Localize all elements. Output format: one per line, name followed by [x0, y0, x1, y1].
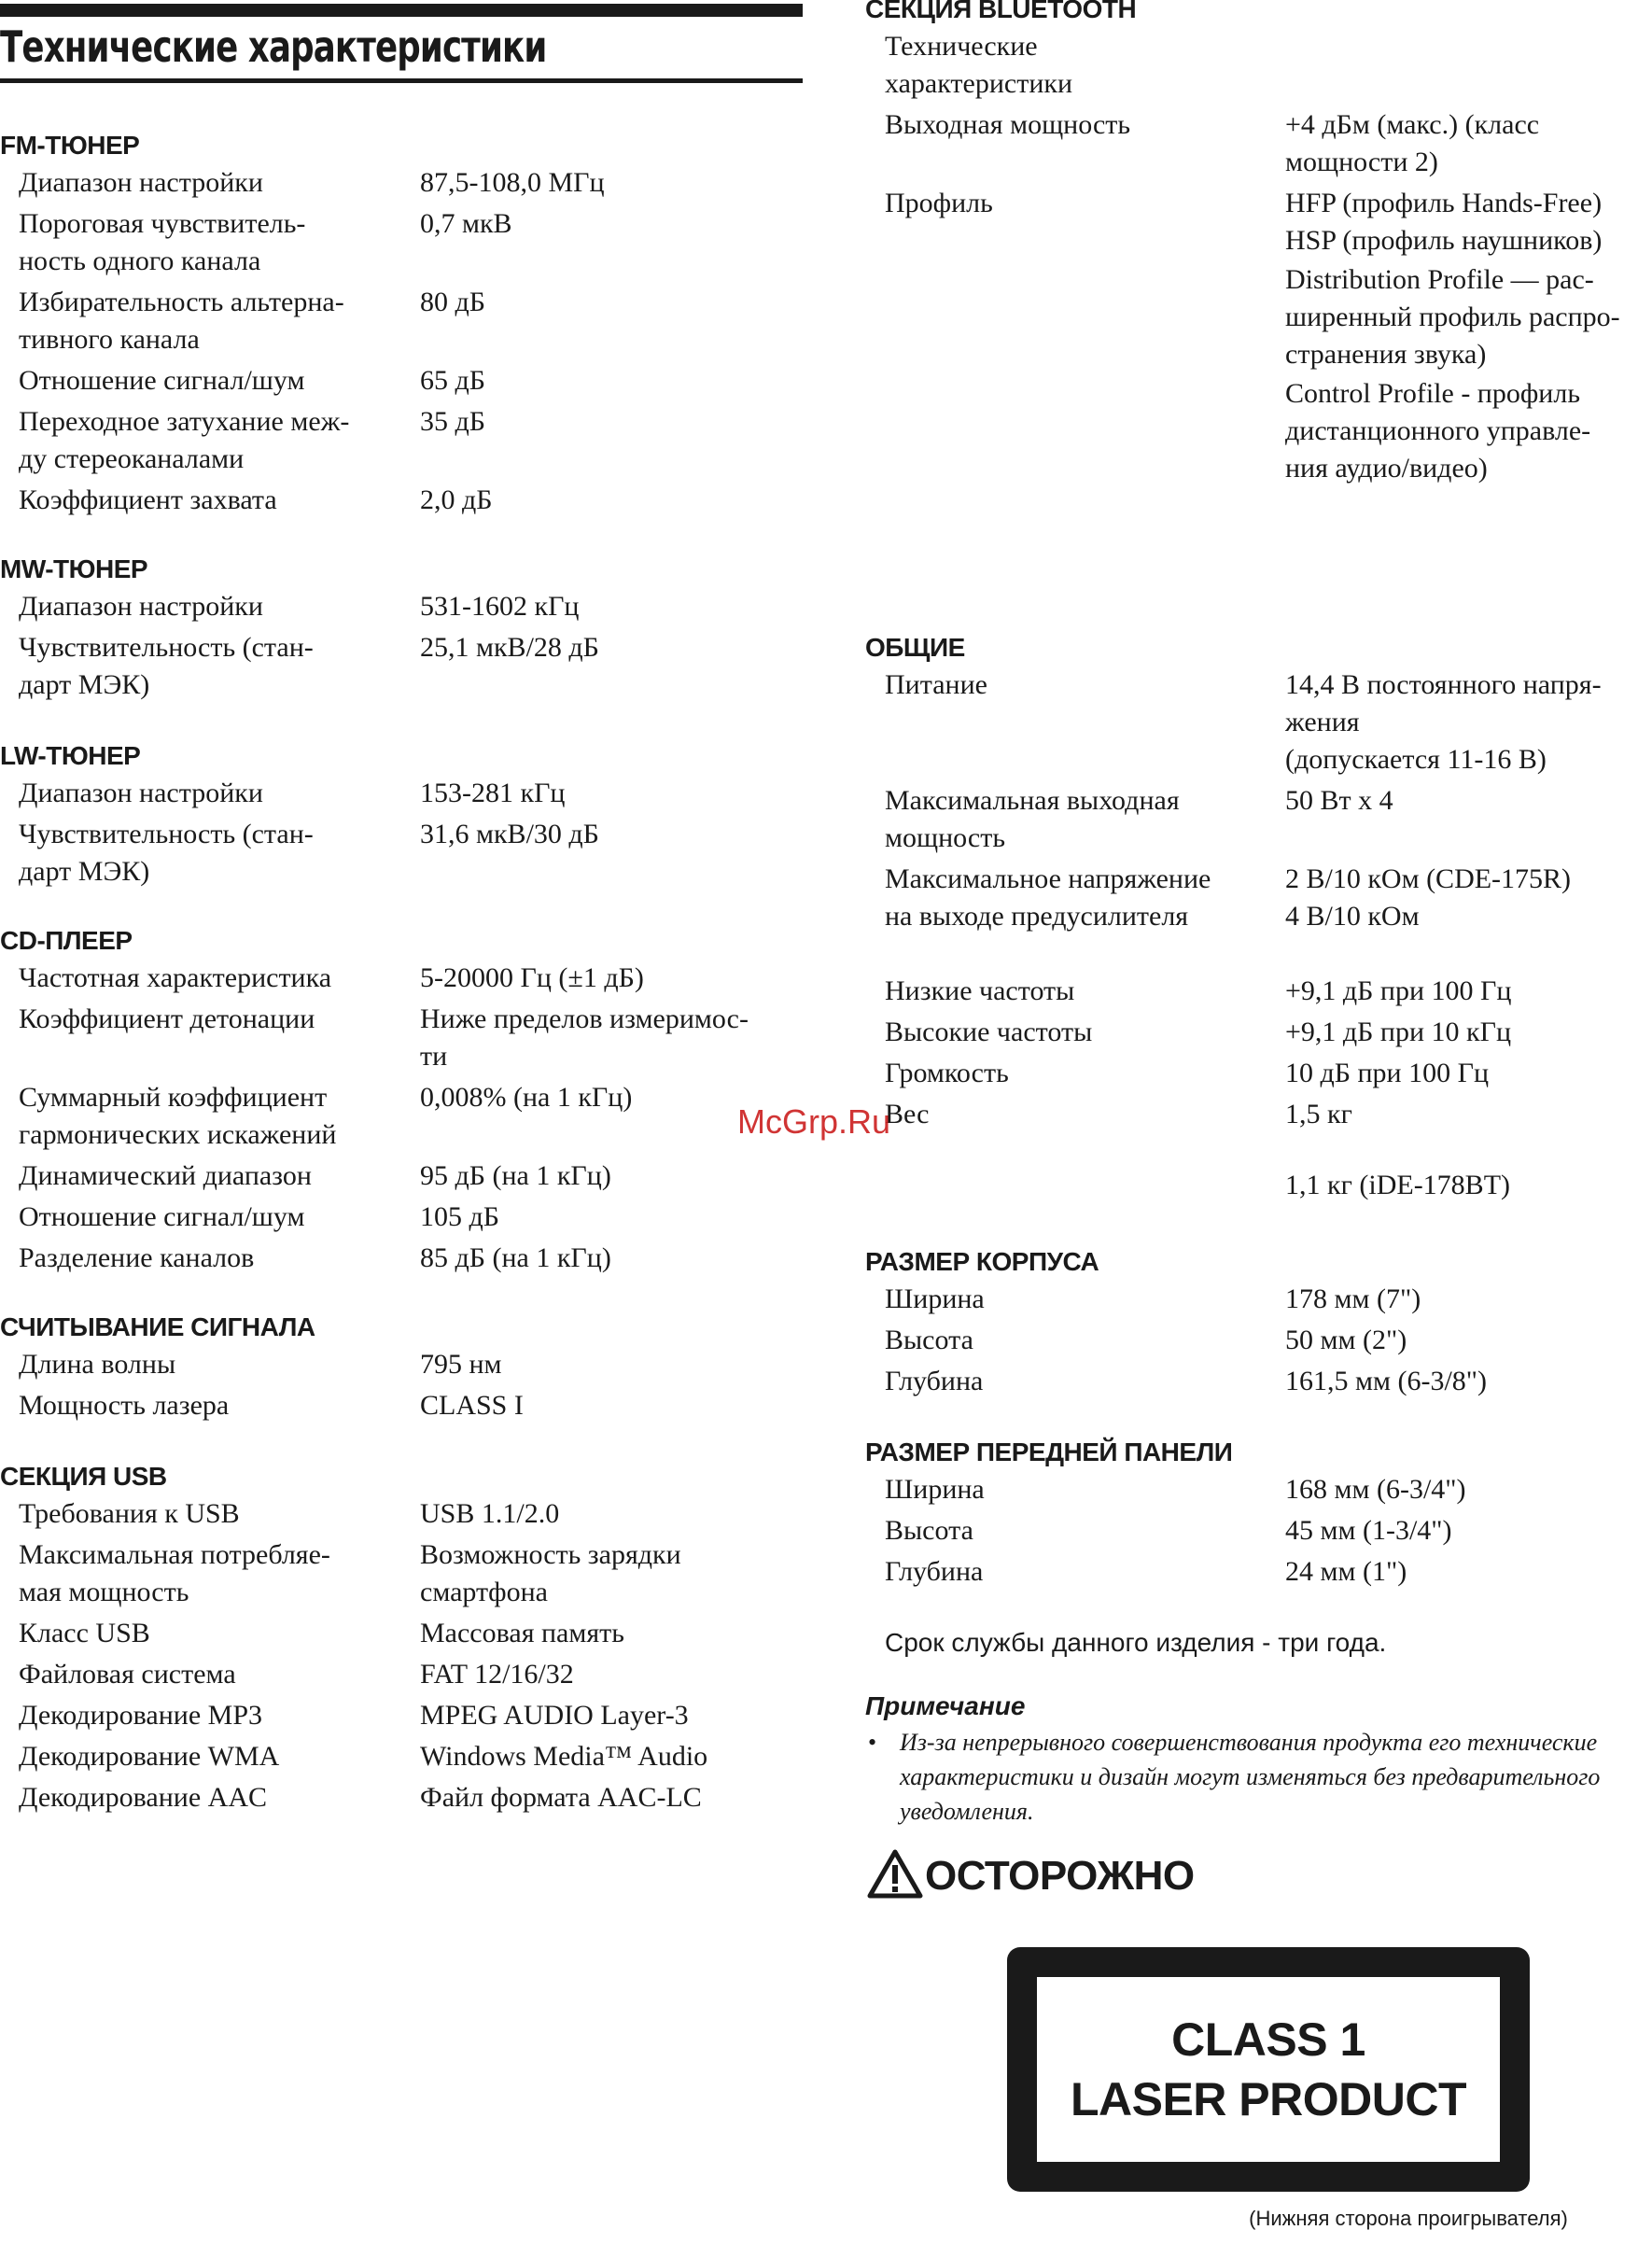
- section-title: СЕКЦИЯ USB: [0, 1462, 167, 1491]
- spec-row: [0, 816, 803, 891]
- spec-label: Чувствительность (стан- дарт МЭК): [19, 632, 314, 700]
- spec-label: [885, 1167, 1285, 1204]
- spec-label: Профиль: [885, 188, 993, 218]
- spec-value: 24 мм (1"): [1285, 1556, 1407, 1587]
- spec-value: +9,1 дБ при 100 Гц: [1285, 975, 1512, 1006]
- spec-value: 45 мм (1-3/4"): [1285, 1515, 1452, 1546]
- spec-row: [865, 185, 1652, 259]
- note-item: [865, 1725, 1652, 1829]
- spec-row: [0, 205, 803, 280]
- spec-row: [0, 164, 803, 202]
- spec-row: [865, 261, 1652, 373]
- spec-row: [0, 1656, 803, 1693]
- spec-value: Control Profile - профиль дистанционного управле- ния аудио/видео): [1285, 378, 1591, 484]
- spec-value: 5-20000 Гц (±1 дБ): [420, 962, 644, 993]
- spec-label: Выходная мощность: [885, 109, 1131, 140]
- spec-value: 1,5 кг: [1285, 1099, 1352, 1129]
- spec-value: HFP (профиль Hands-Free) HSP (профиль наушников): [1285, 188, 1603, 256]
- spec-value: 795 нм: [420, 1349, 502, 1380]
- spec-label: [885, 375, 1285, 487]
- laser-product-label: [1007, 1947, 1530, 2192]
- spec-value: MPEG AUDIO Layer-3: [420, 1700, 689, 1731]
- spec-value: 153-281 кГц: [420, 778, 566, 808]
- section-fm-tuner: [0, 127, 803, 523]
- spec-value: +4 дБм (макс.) (класс мощности 2): [1285, 109, 1540, 177]
- spec-label: [885, 261, 1285, 373]
- spec-row: [865, 1512, 1652, 1550]
- spec-label: Максимальное напряжение на выходе предусилителя: [885, 863, 1211, 932]
- spec-value: 87,5-108,0 МГц: [420, 167, 605, 198]
- spec-value: 65 дБ: [420, 365, 485, 396]
- spec-row: [865, 1281, 1652, 1318]
- section-signal-reading: [0, 1309, 803, 1428]
- spec-label: Коэффициент детонации: [19, 1003, 315, 1034]
- spec-label: Длина волны: [19, 1349, 176, 1380]
- section-title: СЕКЦИЯ BLUETOOTH: [865, 0, 1137, 23]
- spec-row: [0, 1240, 803, 1277]
- spec-label: Декодирование WMA: [19, 1741, 280, 1772]
- section-cd-player: [0, 922, 803, 1281]
- caution-word: ОСТОРОЖНО: [925, 1852, 1195, 1899]
- spec-value: Возможность зарядки смартфона: [420, 1539, 681, 1607]
- spec-row: [0, 1536, 803, 1611]
- spec-label: Высокие частоты: [885, 1017, 1093, 1047]
- spec-value: 2,0 дБ: [420, 484, 493, 515]
- spec-value: 50 мм (2"): [1285, 1325, 1407, 1355]
- spec-value: 14,4 В постоянного напря- жения (допускается 11-16 В): [1285, 669, 1602, 775]
- spec-row: [865, 28, 1652, 103]
- spec-row: [865, 1471, 1652, 1508]
- warning-triangle-icon: [867, 1848, 923, 1903]
- caution-heading: [867, 1848, 1195, 1903]
- section-lw-tuner: [0, 737, 803, 894]
- spec-row: [0, 403, 803, 478]
- spec-row: [0, 1346, 803, 1383]
- spec-row: [865, 1055, 1652, 1092]
- spec-row: [0, 1615, 803, 1652]
- spec-label: Файловая система: [19, 1659, 236, 1690]
- spec-label: Декодирование AAC: [19, 1782, 268, 1813]
- section-title: РАЗМЕР КОРПУСА: [865, 1247, 1099, 1276]
- note-title: Примечание: [865, 1691, 1026, 1720]
- spec-row: [0, 1387, 803, 1424]
- spec-value: FAT 12/16/32: [420, 1659, 574, 1690]
- spec-value: 31,6 мкВ/30 дБ: [420, 819, 599, 849]
- section-usb: [0, 1458, 803, 1820]
- spec-value: 161,5 мм (6-3/8"): [1285, 1366, 1488, 1396]
- spec-label: Ширина: [885, 1283, 985, 1314]
- spec-value: Файл формата AAC-LC: [420, 1782, 702, 1813]
- spec-row: [865, 1096, 1652, 1133]
- spec-label: Ширина: [885, 1474, 985, 1505]
- section-title: FM-ТЮНЕР: [0, 131, 140, 160]
- spec-label: Громкость: [885, 1058, 1009, 1088]
- spec-value: CLASS I: [420, 1390, 524, 1421]
- spec-label: Глубина: [885, 1556, 984, 1587]
- spec-row: [0, 775, 803, 812]
- spec-label: Глубина: [885, 1366, 984, 1396]
- spec-row: [865, 1363, 1652, 1400]
- spec-label: Динамический диапазон: [19, 1160, 312, 1191]
- spec-value: 0,7 мкВ: [420, 208, 512, 239]
- spec-row: [865, 1167, 1652, 1204]
- spec-label: Питание: [885, 669, 987, 700]
- spec-label: Высота: [885, 1325, 973, 1355]
- spec-label: Диапазон настройки: [19, 591, 263, 622]
- spec-row: [0, 1199, 803, 1236]
- spec-value: USB 1.1/2.0: [420, 1498, 560, 1529]
- title-top-rule: [0, 4, 803, 17]
- spec-row: [865, 973, 1652, 1010]
- spec-label: Чувствительность (стан- дарт МЭК): [19, 819, 314, 887]
- spec-row: [0, 284, 803, 358]
- spec-value: 531-1602 кГц: [420, 591, 580, 622]
- spec-row: [0, 1495, 803, 1533]
- spec-row: [0, 960, 803, 997]
- spec-row: [0, 362, 803, 400]
- spec-value: 178 мм (7"): [1285, 1283, 1421, 1314]
- spec-label: Требования к USB: [19, 1498, 240, 1529]
- section-mw-tuner: [0, 551, 803, 708]
- spec-label: Технические характеристики: [885, 31, 1073, 99]
- service-life-text: Срок службы данного изделия - три года.: [885, 1628, 1387, 1657]
- spec-row: [0, 629, 803, 704]
- note-text: Из-за непрерывного совершенствования продукта его технические характеристики и дизайн могут изменяться без предварительного уведомления.: [900, 1729, 1601, 1825]
- title-bottom-rule: [0, 78, 803, 83]
- spec-row: [0, 1779, 803, 1816]
- spec-label: Пороговая чувствитель- ность одного канала: [19, 208, 306, 276]
- spec-value: 85 дБ (на 1 кГц): [420, 1242, 611, 1273]
- spec-row: [0, 588, 803, 625]
- spec-row: [0, 482, 803, 519]
- spec-label: Диапазон настройки: [19, 167, 263, 198]
- spec-value: 80 дБ: [420, 287, 485, 317]
- section-title: LW-ТЮНЕР: [0, 741, 141, 770]
- spec-value: 0,008% (на 1 кГц): [420, 1082, 633, 1113]
- spec-value: 50 Вт x 4: [1285, 785, 1393, 816]
- spec-value: 35 дБ: [420, 406, 485, 437]
- spec-label: Мощность лазера: [19, 1390, 230, 1421]
- section-title: MW-ТЮНЕР: [0, 554, 148, 583]
- laser-label-caption: (Нижняя сторона проигрывателя): [1249, 2207, 1568, 2230]
- spec-label: Разделение каналов: [19, 1242, 255, 1273]
- spec-value: [1285, 28, 1652, 103]
- section-title: ОБЩИЕ: [865, 633, 965, 662]
- spec-value: 1,1 кг (iDE-178BT): [1285, 1170, 1511, 1200]
- spec-row: [0, 1697, 803, 1734]
- spec-row: [865, 106, 1652, 181]
- page-title: Технические характеристики: [0, 21, 547, 72]
- spec-row: [865, 375, 1652, 487]
- spec-row: [0, 1001, 803, 1075]
- spec-row: [865, 666, 1652, 778]
- spec-label: Избирательность альтерна- тивного канала: [19, 287, 344, 355]
- spec-label: Декодирование MP3: [19, 1700, 263, 1731]
- watermark: McGrp.Ru: [737, 1102, 891, 1141]
- spec-label: Коэффициент захвата: [19, 484, 277, 515]
- section-title: CD-ПЛЕЕР: [0, 926, 133, 955]
- section-front-panel-size: [865, 1434, 1652, 1594]
- spec-label: Вес: [885, 1099, 930, 1129]
- spec-value: 105 дБ: [420, 1201, 499, 1232]
- section-body-size: [865, 1243, 1652, 1404]
- spec-value: 2 В/10 кОм (CDE-175R) 4 В/10 кОм: [1285, 863, 1572, 932]
- spec-label: Класс USB: [19, 1618, 150, 1648]
- spec-label: Отношение сигнал/шум: [19, 365, 305, 396]
- bullet-icon: •: [868, 1729, 877, 1756]
- spec-row: [865, 1322, 1652, 1359]
- section-title: СЧИТЫВАНИЕ СИГНАЛА: [0, 1312, 315, 1341]
- spec-value: +9,1 дБ при 10 кГц: [1285, 1017, 1511, 1047]
- laser-product-text: LASER PRODUCT: [1070, 2073, 1467, 2125]
- spec-value: Windows Media™ Audio: [420, 1741, 708, 1772]
- spec-row: [0, 1079, 803, 1154]
- section-bluetooth: [865, 0, 1652, 491]
- spec-label: Высота: [885, 1515, 973, 1546]
- spec-row: [0, 1738, 803, 1775]
- spec-label: Суммарный коэффициент гармонических искажений: [19, 1082, 337, 1150]
- spec-label: Диапазон настройки: [19, 778, 263, 808]
- spec-value: Distribution Profile — рас- ширенный профиль распро- странения звука): [1285, 264, 1620, 370]
- spec-value: 95 дБ (на 1 кГц): [420, 1160, 611, 1191]
- spec-label: Максимальная выходная мощность: [885, 785, 1180, 853]
- spec-value: Массовая память: [420, 1618, 624, 1648]
- spec-row: [865, 861, 1652, 935]
- laser-label-inner: [1037, 1977, 1500, 2162]
- section-general: [865, 629, 1652, 1208]
- spec-row: [0, 1157, 803, 1195]
- spec-label: Максимальная потребляе- мая мощность: [19, 1539, 330, 1607]
- spec-label: Низкие частоты: [885, 975, 1075, 1006]
- spec-value: 10 дБ при 100 Гц: [1285, 1058, 1489, 1088]
- spec-label: Частотная характеристика: [19, 962, 332, 993]
- spec-row: [865, 1553, 1652, 1591]
- laser-class-text: CLASS 1: [1171, 2013, 1365, 2066]
- spec-row: [865, 782, 1652, 857]
- spec-value: Ниже пределов измеримос- ти: [420, 1003, 749, 1072]
- spec-label: Отношение сигнал/шум: [19, 1201, 305, 1232]
- spec-value: 25,1 мкВ/28 дБ: [420, 632, 599, 663]
- spec-label: Переходное затухание меж- ду стереоканалами: [19, 406, 350, 474]
- spec-row: [865, 1014, 1652, 1051]
- section-title: РАЗМЕР ПЕРЕДНЕЙ ПАНЕЛИ: [865, 1438, 1233, 1466]
- spec-value: 168 мм (6-3/4"): [1285, 1474, 1466, 1505]
